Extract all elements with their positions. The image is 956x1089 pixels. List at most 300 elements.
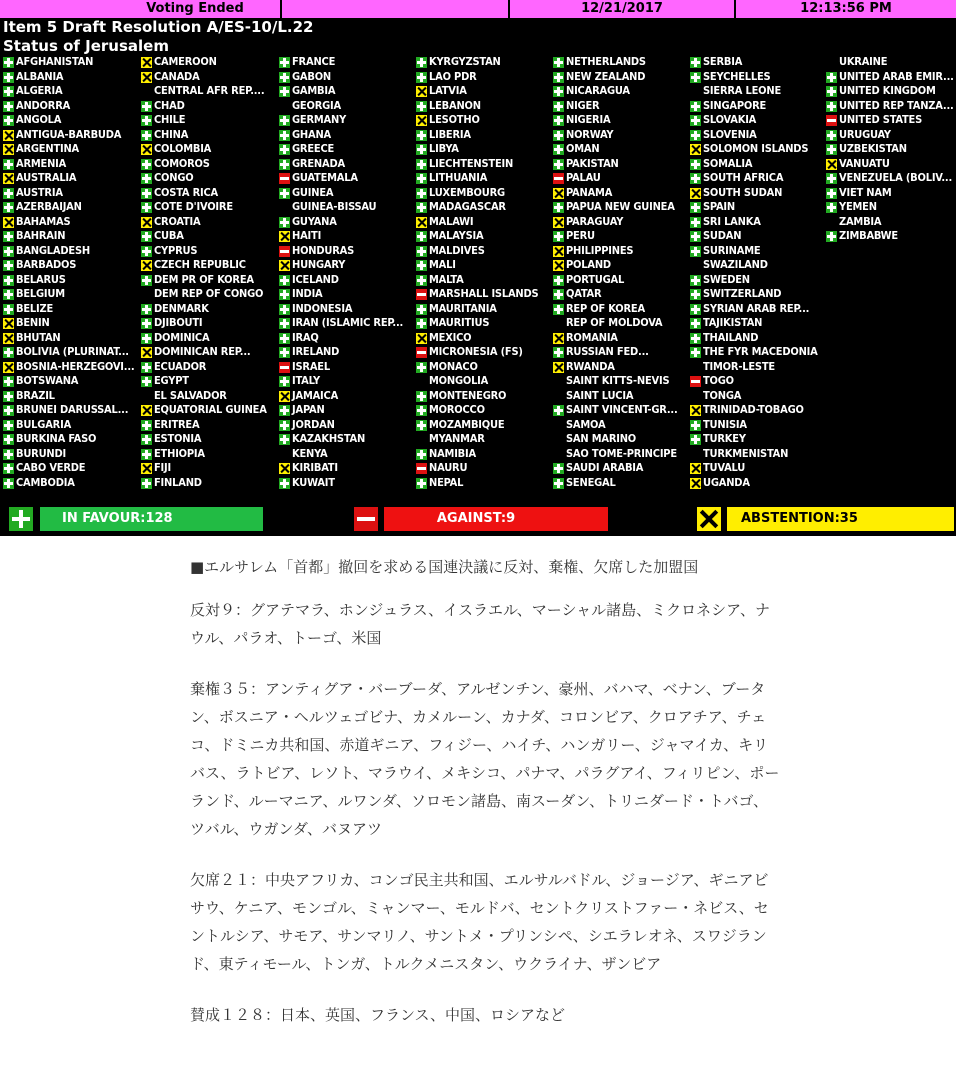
- country-row: [3, 200, 141, 215]
- country-name: BURUNDI: [16, 446, 67, 460]
- country-row: [553, 476, 691, 491]
- country-row: [3, 99, 141, 114]
- plus-icon: [826, 173, 837, 184]
- country-row: [553, 316, 691, 331]
- plus-icon: [3, 188, 14, 199]
- country-name: DENMARK: [154, 301, 209, 315]
- country-name: VENEZUELA (BOLIV...: [839, 171, 953, 184]
- country-row: [690, 258, 828, 273]
- country-row: [690, 229, 828, 244]
- plus-icon: [553, 159, 564, 170]
- country-name: KIRIBATI: [292, 461, 338, 474]
- country-row: [141, 215, 279, 230]
- country-row: [416, 55, 554, 70]
- country-name: POLAND: [566, 258, 611, 271]
- article-heading: ■エルサレム「首都」撤回を求める国連決議に反対、棄権、欠席した加盟国: [190, 558, 699, 576]
- country-row: [279, 200, 417, 215]
- country-name: SAN MARINO: [566, 432, 637, 445]
- plus-icon: [690, 318, 701, 329]
- x-icon: [553, 217, 564, 228]
- plus-icon: [141, 159, 152, 170]
- country-name: UNITED REP TANZA...: [839, 98, 954, 112]
- country-name: NAMIBIA: [429, 446, 476, 460]
- country-name: MAURITIUS: [429, 316, 490, 329]
- plus-icon: [553, 115, 564, 126]
- country-name: COMOROS: [154, 156, 210, 170]
- country-row: [553, 258, 691, 273]
- country-row: [3, 360, 141, 375]
- country-row: [416, 360, 554, 375]
- country-name: SWITZERLAND: [703, 287, 782, 300]
- country-name: REP OF KOREA: [566, 301, 645, 315]
- country-name: CYPRUS: [154, 243, 198, 257]
- plus-icon: [279, 304, 290, 315]
- x-icon: [416, 115, 427, 126]
- country-row: [279, 142, 417, 157]
- country-row: [416, 316, 554, 331]
- plus-icon: [416, 72, 427, 83]
- plus-icon: [3, 304, 14, 315]
- country-name: GUINEA-BISSAU: [292, 200, 377, 213]
- country-name: SWAZILAND: [703, 258, 768, 271]
- country-name: CONGO: [154, 171, 194, 184]
- country-row: [141, 229, 279, 244]
- country-row: [416, 331, 554, 346]
- plus-icon: [416, 173, 427, 184]
- minus-icon: [279, 362, 290, 373]
- country-name: FIJI: [154, 461, 171, 474]
- country-row: [553, 186, 691, 201]
- country-row: [3, 55, 141, 70]
- plus-icon: [553, 57, 564, 68]
- country-row: [141, 157, 279, 172]
- plus-icon: [141, 101, 152, 112]
- country-row: [141, 476, 279, 491]
- country-row: [141, 360, 279, 375]
- country-name: COTE D'IVOIRE: [154, 200, 233, 213]
- country-row: [553, 418, 691, 433]
- plus-icon: [553, 275, 564, 286]
- plus-icon: [416, 362, 427, 373]
- against-paragraph: 反対９：グアテマラ、ホンジュラス、イスラエル、マーシャル諸島、ミクロネシア、ナウル、パラオ、トーゴ、米国: [190, 601, 770, 647]
- country-row: [3, 215, 141, 230]
- blank-icon: [690, 449, 701, 460]
- minus-icon: [279, 173, 290, 184]
- plus-icon: [416, 130, 427, 141]
- plus-icon: [416, 260, 427, 271]
- country-name: MOROCCO: [429, 403, 485, 416]
- country-column: [826, 55, 956, 244]
- country-row: [826, 113, 956, 128]
- country-row: [553, 432, 691, 447]
- blank-icon: [279, 101, 290, 112]
- plus-icon: [416, 159, 427, 170]
- country-name: NORWAY: [566, 127, 614, 141]
- country-row: [141, 84, 279, 99]
- plus-icon: [826, 202, 837, 213]
- country-name: BANGLADESH: [16, 243, 90, 257]
- plus-icon: [279, 144, 290, 155]
- country-row: [416, 84, 554, 99]
- country-name: BRUNEI DARUSSAL...: [16, 403, 129, 416]
- country-name: CHINA: [154, 127, 189, 141]
- country-row: [141, 70, 279, 85]
- country-name: DOMINICAN REP...: [154, 345, 251, 358]
- country-name: BARBADOS: [16, 258, 77, 271]
- blank-icon: [690, 362, 701, 373]
- x-icon: [3, 362, 14, 373]
- x-icon: [141, 463, 152, 474]
- country-name: VANUATU: [839, 156, 890, 170]
- country-name: DEM REP OF CONGO: [154, 287, 264, 300]
- blank-icon: [141, 391, 152, 402]
- country-name: IRELAND: [292, 345, 340, 358]
- plus-icon: [553, 231, 564, 242]
- plus-icon: [141, 173, 152, 184]
- country-name: SOLOMON ISLANDS: [703, 142, 809, 155]
- country-row: [141, 186, 279, 201]
- country-row: [690, 186, 828, 201]
- country-row: [279, 389, 417, 404]
- plus-icon: [3, 101, 14, 112]
- country-row: [3, 244, 141, 259]
- x-icon: [690, 144, 701, 155]
- country-row: [690, 447, 828, 462]
- plus-icon: [826, 72, 837, 83]
- country-name: PORTUGAL: [566, 272, 625, 286]
- country-row: [3, 403, 141, 418]
- country-row: [416, 418, 554, 433]
- country-row: [416, 345, 554, 360]
- country-name: ANDORRA: [16, 98, 71, 112]
- country-row: [3, 229, 141, 244]
- plus-icon: [553, 72, 564, 83]
- country-name: BRAZIL: [16, 388, 55, 402]
- country-row: [279, 186, 417, 201]
- country-row: [826, 200, 956, 215]
- plus-icon: [3, 391, 14, 402]
- minus-icon: [690, 376, 701, 387]
- plus-icon: [279, 57, 290, 68]
- country-name: MONTENEGRO: [429, 388, 507, 402]
- country-row: [416, 476, 554, 491]
- minus-icon: [416, 463, 427, 474]
- country-row: [553, 215, 691, 230]
- country-row: [141, 461, 279, 476]
- plus-icon: [553, 304, 564, 315]
- country-name: SRI LANKA: [703, 214, 761, 228]
- country-column: [690, 55, 828, 490]
- country-name: CAMEROON: [154, 55, 217, 68]
- plus-icon: [3, 449, 14, 460]
- plus-icon: [279, 289, 290, 300]
- plus-icon: [416, 449, 427, 460]
- country-row: [826, 84, 956, 99]
- x-icon: [416, 86, 427, 97]
- country-name: ARGENTINA: [16, 142, 80, 155]
- plus-icon: [416, 478, 427, 489]
- country-name: GAMBIA: [292, 84, 336, 97]
- country-name: CHAD: [154, 98, 185, 112]
- country-row: [553, 84, 691, 99]
- plus-icon: [279, 115, 290, 126]
- plus-icon: [553, 101, 564, 112]
- country-row: [141, 331, 279, 346]
- country-name: TRINIDAD-TOBAGO: [703, 403, 804, 416]
- plus-icon: [279, 188, 290, 199]
- favour-paragraph: 賛成１２８：日本、英国、フランス、中国、ロシアなど: [190, 1006, 566, 1024]
- country-row: [690, 142, 828, 157]
- plus-icon: [416, 246, 427, 257]
- country-row: [141, 128, 279, 143]
- country-row: [279, 476, 417, 491]
- country-name: BENIN: [16, 316, 50, 329]
- country-name: ERITREA: [154, 417, 200, 431]
- country-row: [141, 258, 279, 273]
- country-row: [826, 186, 956, 201]
- country-name: LIECHTENSTEIN: [429, 156, 514, 170]
- x-icon: [3, 318, 14, 329]
- country-row: [826, 171, 956, 186]
- country-row: [3, 461, 141, 476]
- plus-icon: [141, 275, 152, 286]
- x-icon: [279, 260, 290, 271]
- country-row: [279, 360, 417, 375]
- country-name: HUNGARY: [292, 258, 346, 271]
- country-row: [279, 432, 417, 447]
- country-row: [279, 70, 417, 85]
- country-name: PALAU: [566, 171, 601, 184]
- country-row: [141, 113, 279, 128]
- country-row: [279, 302, 417, 317]
- country-row: [416, 229, 554, 244]
- plus-icon: [553, 347, 564, 358]
- country-row: [279, 84, 417, 99]
- country-name: MOZAMBIQUE: [429, 417, 505, 431]
- country-row: [279, 403, 417, 418]
- plus-icon: [690, 159, 701, 170]
- plus-icon: [3, 159, 14, 170]
- country-name: NIGER: [566, 98, 600, 112]
- x-icon: [141, 347, 152, 358]
- plus-icon: [3, 115, 14, 126]
- country-row: [416, 244, 554, 259]
- country-name: NETHERLANDS: [566, 55, 646, 68]
- plus-icon: [690, 304, 701, 315]
- country-row: [141, 200, 279, 215]
- country-row: [141, 447, 279, 462]
- country-name: LIBYA: [429, 142, 459, 155]
- country-row: [279, 244, 417, 259]
- plus-icon: [690, 333, 701, 344]
- country-name: PANAMA: [566, 185, 613, 199]
- country-name: COSTA RICA: [154, 185, 219, 199]
- country-row: [3, 273, 141, 288]
- country-row: [141, 244, 279, 259]
- country-row: [279, 316, 417, 331]
- country-name: CROATIA: [154, 214, 201, 228]
- country-row: [3, 113, 141, 128]
- plus-icon: [690, 231, 701, 242]
- plus-icon: [553, 202, 564, 213]
- country-row: [3, 432, 141, 447]
- plus-icon: [3, 420, 14, 431]
- country-name: TONGA: [703, 388, 742, 402]
- country-name: BELIZE: [16, 301, 54, 315]
- country-row: [690, 461, 828, 476]
- country-name: SOUTH SUDAN: [703, 185, 783, 199]
- country-row: [3, 258, 141, 273]
- country-name: TIMOR-LESTE: [703, 359, 775, 373]
- country-row: [279, 128, 417, 143]
- country-name: BHUTAN: [16, 330, 61, 344]
- country-name: IRAQ: [292, 330, 319, 344]
- favour-plus-icon: [9, 507, 33, 531]
- country-row: [416, 113, 554, 128]
- country-name: ANTIGUA-BARBUDA: [16, 127, 122, 141]
- country-name: PAPUA NEW GUINEA: [566, 200, 675, 213]
- country-name: DJIBOUTI: [154, 316, 203, 329]
- country-row: [3, 374, 141, 389]
- country-name: SLOVAKIA: [703, 113, 757, 126]
- country-row: [416, 186, 554, 201]
- country-column: [141, 55, 279, 490]
- country-name: COLOMBIA: [154, 142, 212, 155]
- country-row: [553, 360, 691, 375]
- country-name: CABO VERDE: [16, 461, 86, 474]
- country-row: [3, 447, 141, 462]
- country-name: UNITED ARAB EMIR...: [839, 69, 954, 83]
- plus-icon: [416, 391, 427, 402]
- x-icon: [141, 72, 152, 83]
- country-name: GUINEA: [292, 185, 334, 199]
- country-row: [553, 55, 691, 70]
- country-name: HONDURAS: [292, 243, 355, 257]
- country-column: [416, 55, 554, 490]
- plus-icon: [141, 202, 152, 213]
- country-row: [141, 302, 279, 317]
- country-name: QATAR: [566, 287, 602, 300]
- country-row: [690, 200, 828, 215]
- country-name: INDIA: [292, 287, 323, 300]
- country-name: ZAMBIA: [839, 214, 882, 228]
- blank-icon: [553, 420, 564, 431]
- x-icon: [141, 405, 152, 416]
- plus-icon: [826, 188, 837, 199]
- country-row: [416, 70, 554, 85]
- plus-icon: [826, 144, 837, 155]
- plus-icon: [279, 217, 290, 228]
- country-name: AUSTRIA: [16, 185, 63, 199]
- minus-icon: [826, 115, 837, 126]
- country-name: SYRIAN ARAB REP...: [703, 301, 810, 315]
- plus-icon: [279, 405, 290, 416]
- country-row: [690, 244, 828, 259]
- country-row: [416, 142, 554, 157]
- country-name: AUSTRALIA: [16, 171, 77, 184]
- x-icon: [553, 188, 564, 199]
- country-name: KYRGYZSTAN: [429, 55, 501, 68]
- plus-icon: [3, 347, 14, 358]
- country-row: [141, 55, 279, 70]
- country-row: [416, 389, 554, 404]
- plus-icon: [279, 318, 290, 329]
- x-icon: [690, 478, 701, 489]
- blank-icon: [690, 391, 701, 402]
- country-row: [553, 461, 691, 476]
- against-total: AGAINST:9: [384, 507, 608, 531]
- country-name: YEMEN: [839, 200, 877, 213]
- country-name: GUATEMALA: [292, 171, 358, 184]
- country-row: [826, 70, 956, 85]
- country-name: ROMANIA: [566, 330, 618, 344]
- country-name: GERMANY: [292, 113, 347, 126]
- country-name: MALTA: [429, 272, 464, 286]
- country-name: TUVALU: [703, 461, 746, 474]
- country-row: [690, 113, 828, 128]
- country-row: [3, 345, 141, 360]
- country-row: [690, 389, 828, 404]
- plus-icon: [826, 231, 837, 242]
- country-row: [141, 142, 279, 157]
- country-row: [279, 273, 417, 288]
- country-name: ICELAND: [292, 272, 339, 286]
- country-name: INDONESIA: [292, 301, 353, 315]
- country-row: [553, 287, 691, 302]
- country-name: DOMINICA: [154, 330, 210, 344]
- country-name: THAILAND: [703, 330, 759, 344]
- country-name: UNITED KINGDOM: [839, 84, 936, 97]
- plus-icon: [690, 57, 701, 68]
- vote-time: 12:13:56 PM: [800, 1, 892, 16]
- plus-icon: [3, 202, 14, 213]
- country-name: EGYPT: [154, 374, 189, 387]
- plus-icon: [141, 318, 152, 329]
- plus-icon: [690, 420, 701, 431]
- country-row: [279, 229, 417, 244]
- blank-icon: [553, 376, 564, 387]
- plus-icon: [3, 463, 14, 474]
- x-icon: [279, 231, 290, 242]
- minus-icon: [553, 173, 564, 184]
- country-row: [690, 360, 828, 375]
- x-icon: [416, 333, 427, 344]
- country-row: [3, 157, 141, 172]
- plus-icon: [141, 333, 152, 344]
- country-name: DEM PR OF KOREA: [154, 272, 254, 286]
- plus-icon: [690, 217, 701, 228]
- plus-icon: [141, 362, 152, 373]
- country-name: LATVIA: [429, 84, 467, 97]
- country-name: TAJIKISTAN: [703, 316, 763, 329]
- country-name: UNITED STATES: [839, 113, 923, 126]
- country-row: [690, 316, 828, 331]
- country-name: SUDAN: [703, 229, 742, 242]
- country-row: [690, 403, 828, 418]
- plus-icon: [141, 188, 152, 199]
- country-name: SOMALIA: [703, 156, 753, 170]
- plus-icon: [141, 376, 152, 387]
- country-row: [279, 461, 417, 476]
- country-row: [3, 84, 141, 99]
- country-name: MALI: [429, 258, 456, 271]
- plus-icon: [416, 318, 427, 329]
- blank-icon: [553, 449, 564, 460]
- country-row: [553, 403, 691, 418]
- plus-icon: [826, 101, 837, 112]
- country-row: [141, 273, 279, 288]
- plus-icon: [3, 434, 14, 445]
